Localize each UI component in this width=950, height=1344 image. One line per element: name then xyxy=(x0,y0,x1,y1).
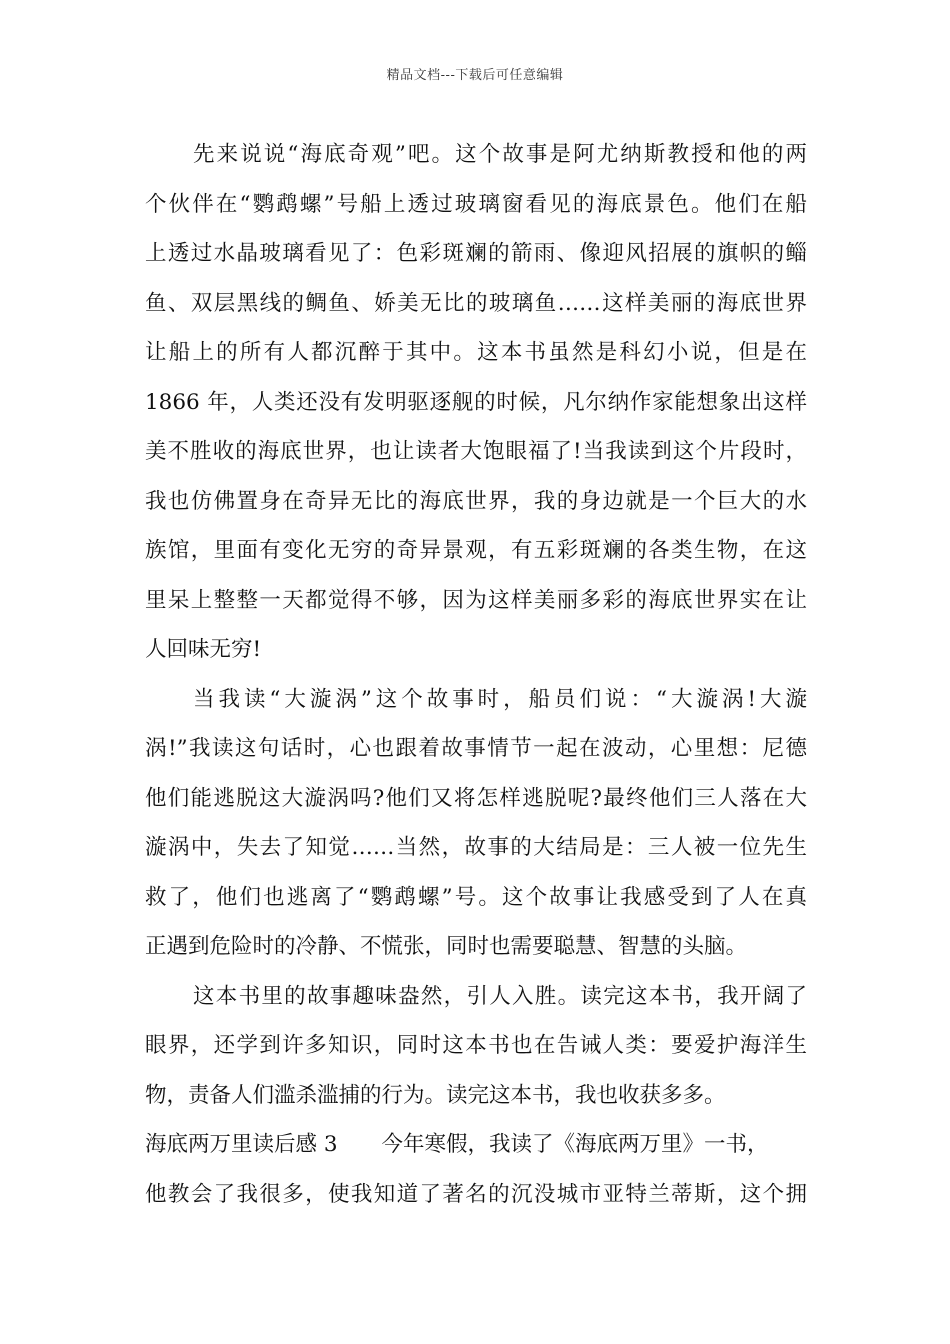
text-line: 他们能逃脱这大漩涡吗?他们又将怎样逃脱呢?最终他们三人落在大 xyxy=(145,785,807,811)
text-line: 美不胜收的海底世界，也让读者大饱眼福了!当我读到这个片段时， xyxy=(145,439,807,464)
text-line: 这本书里的故事趣味盎然，引人入胜。读完这本书，我开阔了 xyxy=(193,983,807,1009)
text-line: 救了，他们也逃离了“鹦鹉螺”号。这个故事让我感受到了人在真 xyxy=(145,884,807,910)
text-line: 上透过水晶玻璃看见了：色彩斑斓的箭雨、像迎风招展的旗帜的鲻 xyxy=(145,241,807,266)
text-line: 漩涡中，失去了知觉……当然，故事的大结局是：三人被一位先生 xyxy=(145,835,807,860)
text-line: 我也仿佛置身在奇异无比的海底世界，我的身边就是一个巨大的水 xyxy=(145,488,807,514)
text-line: 1866 年，人类还没有发明驱逐舰的时候，凡尔纳作家能想象出这样 xyxy=(145,389,807,415)
text-line: 物，责备人们滥杀滥捕的行为。读完这本书，我也收获多多。 xyxy=(145,1082,726,1108)
page-header: 精品文档---下载后可任意编辑 xyxy=(386,68,564,83)
text-line: 族馆，里面有变化无穷的奇异景观，有五彩斑斓的各类生物，在这 xyxy=(145,538,807,563)
text-line: 鱼、双层黑线的鲷鱼、娇美无比的玻璃鱼……这样美丽的海底世界 xyxy=(145,290,807,316)
text-line: 里呆上整整一天都觉得不够，因为这样美丽多彩的海底世界实在让 xyxy=(145,587,807,613)
text-line: 先来说说“海底奇观”吧。这个故事是阿尤纳斯教授和他的两 xyxy=(193,142,807,167)
text-line: 个伙伴在“鹦鹉螺”号船上透过玻璃窗看见的海底景色。他们在船 xyxy=(145,191,807,217)
section-title-line xyxy=(145,1120,807,1170)
document-body xyxy=(145,130,807,1219)
text-line: 当我读“大漩涡”这个故事时，船员们说：“大漩涡!大漩 xyxy=(193,686,807,712)
text-line: 涡!”我读这句话时，心也跟着故事情节一起在波动，心里想：尼德 xyxy=(145,736,807,761)
text-line: 正遇到危险时的冷静、不慌张，同时也需要聪慧、智慧的头脑。 xyxy=(145,934,748,959)
text-line: 让船上的所有人都沉醉于其中。这本书虽然是科幻小说，但是在 xyxy=(145,340,807,365)
text-line: 今年寒假，我读了《海底两万里》一书， xyxy=(381,1132,769,1157)
text-line: 眼界，还学到许多知识，同时这本书也在告诫人类：要爱护海洋生 xyxy=(145,1033,807,1058)
section-title: 海底两万里读后感 3 xyxy=(145,1132,338,1157)
text-line: 他教会了我很多，使我知道了著名的沉没城市亚特兰蒂斯，这个拥 xyxy=(145,1181,807,1207)
text-line: 人回味无穷! xyxy=(145,637,262,662)
